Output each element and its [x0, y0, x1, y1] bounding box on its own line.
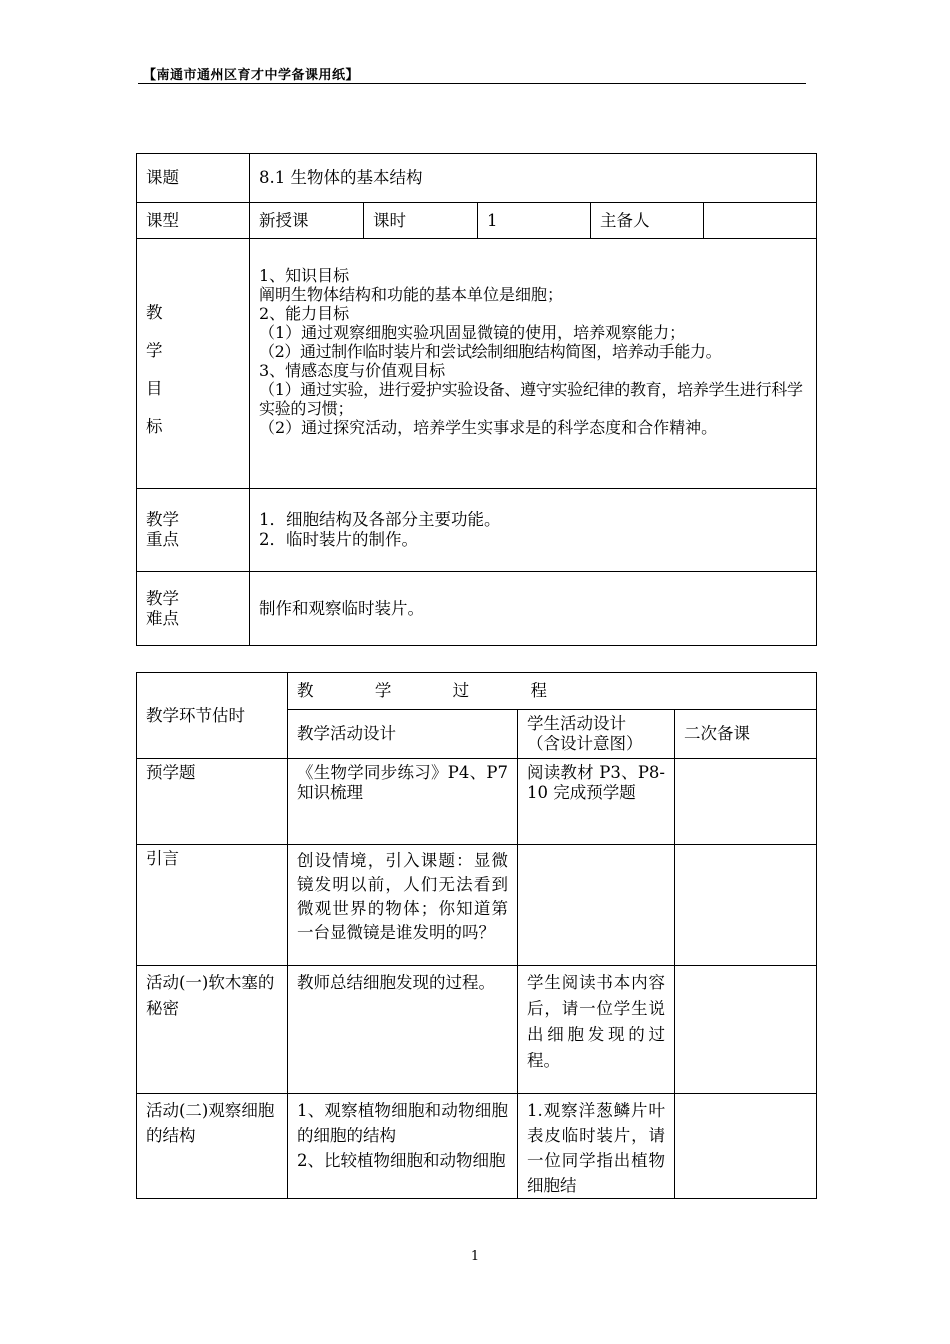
second-cell	[675, 845, 817, 966]
goals-label-char: 教	[146, 302, 163, 322]
stage-cell: 预学题	[137, 759, 288, 845]
page-number: 1	[470, 1249, 480, 1264]
goals-label-char: 标	[146, 416, 163, 436]
teacher-cell: 教师总结细胞发现的过程。	[288, 966, 518, 1094]
goals-line: 1、知识目标	[259, 266, 350, 285]
difficulty-content: 制作和观察临时装片。	[250, 572, 817, 646]
stage-cell: 引言	[137, 845, 288, 966]
teacher-activity-header: 教学活动设计	[288, 710, 518, 759]
goals-label-char: 学	[146, 340, 163, 360]
goals-label-char: 目	[146, 378, 163, 398]
difficulty-label	[137, 572, 250, 646]
type-label: 课型	[137, 203, 250, 239]
student-header-line: 学生活动设计	[527, 714, 626, 733]
second-cell	[675, 1094, 817, 1199]
goals-line: （1）通过观察细胞实验巩固显微镜的使用，培养观察能力；	[259, 323, 686, 342]
student-cell: 1.观察洋葱鳞片叶表皮临时装片，请一位同学指出植物细胞结	[518, 1094, 675, 1199]
student-cell: 阅读教材 P3、P8-10 完成预学题	[518, 759, 675, 845]
goals-line: （2）通过制作临时装片和尝试绘制细胞结构简图，培养动手能力。	[259, 342, 722, 361]
teacher-cell: 1、观察植物细胞和动物细胞的细胞的结构 2、比较植物细胞和动物细胞	[288, 1094, 518, 1199]
process-title-char: 过	[452, 681, 470, 700]
second-prep-header: 二次备课	[675, 710, 817, 759]
teacher-cell: 《生物学同步练习》P4、P7知识梳理	[288, 759, 518, 845]
table-row	[137, 966, 817, 1094]
key-points-label	[137, 489, 250, 572]
table-row	[137, 1094, 817, 1199]
teaching-process-table	[136, 672, 817, 1199]
teacher-cell: 创设情境，引入课题：显微镜发明以前，人们无法看到微观世界的物体；你知道第一台显微镜是谁发明的吗？	[288, 845, 518, 966]
stage-header: 教学环节估时	[137, 673, 288, 759]
header-rule	[138, 83, 806, 84]
topic-label: 课题	[137, 154, 250, 203]
goals-label	[137, 239, 250, 489]
lead-label: 主备人	[591, 203, 704, 239]
type-value: 新授课	[250, 203, 364, 239]
topic-value: 8.1 生物体的基本结构	[250, 154, 817, 203]
process-title-char: 程	[530, 681, 547, 700]
goals-line: （1）通过实验，进行爱护实验设备、遵守实验纪律的教育，培养学生进行科学实验的习惯；	[259, 380, 803, 418]
lesson-info-table	[136, 153, 817, 646]
key-point: 1．细胞结构及各部分主要功能。	[259, 510, 501, 529]
hours-value: 1	[478, 203, 591, 239]
key-point: 2．临时装片的制作。	[259, 530, 418, 549]
table-row	[137, 759, 817, 845]
key-label-line: 教学	[146, 510, 179, 529]
process-title-char: 学	[374, 681, 392, 700]
goals-line: 2、能力目标	[259, 304, 350, 323]
diff-label-line: 难点	[146, 608, 179, 628]
stage-cell: 活动(二)观察细胞的结构	[137, 1094, 288, 1199]
student-header-line: （含设计意图）	[527, 734, 643, 753]
hours-label: 课时	[364, 203, 478, 239]
lead-value	[704, 203, 817, 239]
stage-cell: 活动(一)软木塞的秘密	[137, 966, 288, 1094]
key-points-content	[250, 489, 817, 572]
document-header: 【南通市通州区育才中学备课用纸】	[143, 68, 360, 83]
goals-line: （2）通过探究活动，培养学生实事求是的科学态度和合作精神。	[259, 418, 718, 437]
student-cell: 学生阅读书本内容后，请一位学生说出细胞发现的过程。	[518, 966, 675, 1094]
goals-line: 3、情感态度与价值观目标	[259, 361, 446, 380]
student-activity-header	[518, 710, 675, 759]
goals-line: 阐明生物体结构和功能的基本单位是细胞；	[259, 285, 564, 304]
table-row	[137, 845, 817, 966]
process-title	[288, 673, 817, 710]
student-cell	[518, 845, 675, 966]
key-label-line: 重点	[146, 530, 179, 549]
diff-label-line: 教学	[146, 588, 179, 608]
goals-content	[250, 239, 817, 489]
second-cell	[675, 759, 817, 845]
second-cell	[675, 966, 817, 1094]
process-title-char: 教	[297, 681, 314, 700]
